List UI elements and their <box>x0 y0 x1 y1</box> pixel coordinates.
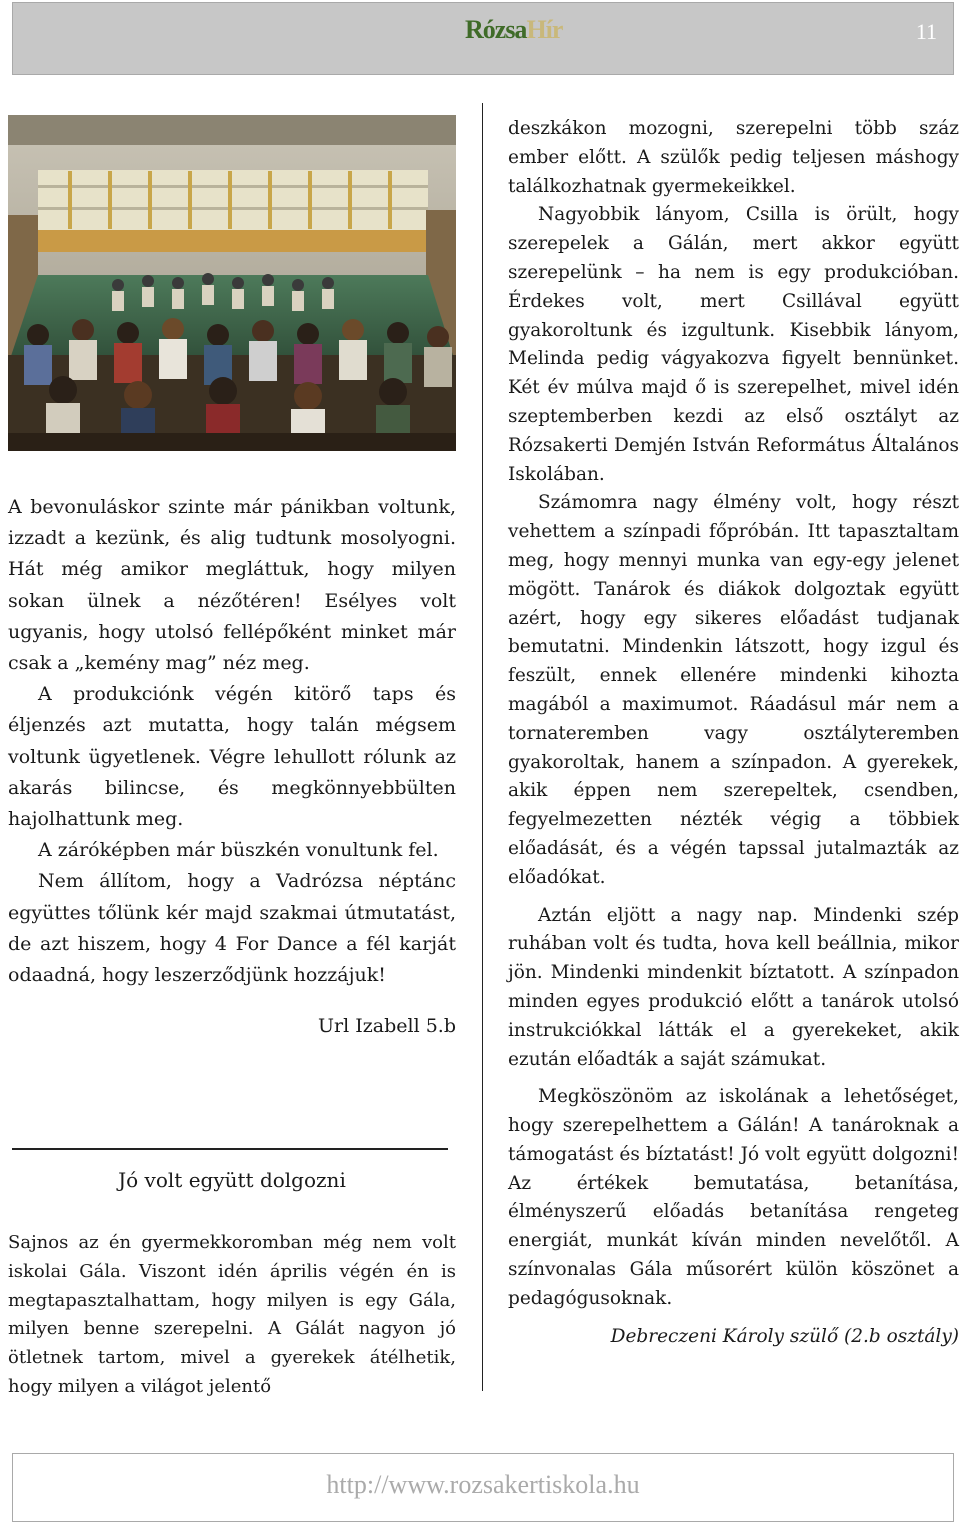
left-column-lower-text <box>8 1229 456 1402</box>
paragraph: Aztán eljött a nagy nap. Mindenki szép ruhában volt és tudta, hova kell beállnia, mikor jön. Mindenki mindenkit bíztatott. A színpadon minden egyes produkció előtt a tanárok utolsó instrukciókkal látták el a gyerekeket, akik ezután előadták a saját számukat. <box>508 904 959 1070</box>
rozsahir-logo <box>465 15 562 45</box>
page-header <box>12 2 954 75</box>
gym-performance-photo <box>8 115 456 451</box>
author-signature: Debreczeni Károly szülő (2.b osztály) <box>610 1325 959 1347</box>
logo-main-text: Rózsa <box>465 15 527 44</box>
page-number: 11 <box>915 19 937 44</box>
right-column-text <box>508 115 959 1351</box>
website-link[interactable]: http://www.rozsakertiskola.hu <box>326 1470 640 1499</box>
column-divider <box>482 103 483 1391</box>
paragraph: Nem állítom, hogy a Vadrózsa néptánc együttes tőlünk kér majd szakmai útmutatást, de azt hiszem, hogy 4 For Dance a fél karját odaadná, hogy leszerződjünk hozzájuk! <box>8 870 456 987</box>
page-footer <box>12 1453 954 1522</box>
logo-rest-text: Hír <box>526 15 563 44</box>
author-signature: Url Izabell 5.b <box>318 1015 456 1038</box>
paragraph: Nagyobbik lányom, Csilla is örült, hogy szerepelek a Gálán, mert akkor együtt szerepelünk – ha nem is egy produkcióban. Érdekes volt, mert Csillával együtt gyakoroltunk és izgultunk. Kisebbik lányom, Melinda pedig vágyakozva figyelt bennünket. Két év múlva majd ő is szerepelhet, mivel idén szeptemberben kezdi az első osztályt az Rózsakerti Demjén István Református Általános Iskolában. <box>508 204 959 485</box>
section-title: Jó volt együtt dolgozni <box>118 1168 346 1192</box>
section-divider <box>12 1148 448 1150</box>
paragraph: Megköszönöm az iskolának a lehetőséget, hogy szerepelhettem a Gálán! A tanároknak a támogatást és bíztatást! Jó volt együtt dolgozni! Az értékek bemutatása, betanítása, élményszerű előadás betanítása rengeteg energiát, munkát kíván minden nevelőtől. A színvonalas Gála műsorért külön köszönet a pedagógusoknak. <box>508 1086 959 1309</box>
paragraph: A produkciónk végén kitörő taps és éljenzés azt mutatta, hogy talán mégsem voltunk ügyetlenek. Végre lehullott rólunk az akarás bilincse, és megkönnyebbülten hajolhattunk meg. <box>8 683 456 831</box>
paragraph: A záróképben már büszkén vonultunk fel. <box>38 839 439 862</box>
paragraph: A bevonuláskor szinte már pánikban voltunk, izzadt a kezünk, és alig tudtunk mosolyogni. Hát még amikor megláttuk, hogy milyen sokan ülnek a nézőtéren! Esélyes volt ugyanis, hogy utolsó fellépőként minket már csak a „kemény mag” néz meg. <box>8 496 456 675</box>
paragraph: Számomra nagy élmény volt, hogy részt vehettem a színpadi főpróbán. Itt tapasztaltam meg, hogy mennyi munka van egy-egy jelenet mögött. Tanárok és diákok dolgoztak együtt azért, hogy egy sikeres előadást tudjanak bemutatni. Mindenkin látszott, hogy izgul és feszült, ennek ellenére mindenki kihozta magából a maximumot. Ráadásul már nem a tornateremben vagy osztályteremben gyakoroltak, hanem a színpadon. A gyerekek, akik éppen nem szerepeltek, csendben, fegyelmezetten nézték végig a többiek előadását, és a végén tapssal jutalmazták az előadókat. <box>508 492 959 888</box>
paragraph: deszkákon mozogni, szerepelni több száz ember előtt. A szülők pedig teljesen máshogy találkozhatnak gyermekeikkel. <box>508 118 959 197</box>
left-column-text <box>8 492 456 1042</box>
paragraph: Sajnos az én gyermekkoromban még nem volt iskolai Gála. Viszont idén április végén én is megtapasztalhattam, hogy milyen is egy Gála, milyen benne szerepelni. A Gálát nagyon jó ötletnek tartom, mivel a gyerekek átélhetik, hogy milyen a világot jelentő <box>8 1232 456 1397</box>
